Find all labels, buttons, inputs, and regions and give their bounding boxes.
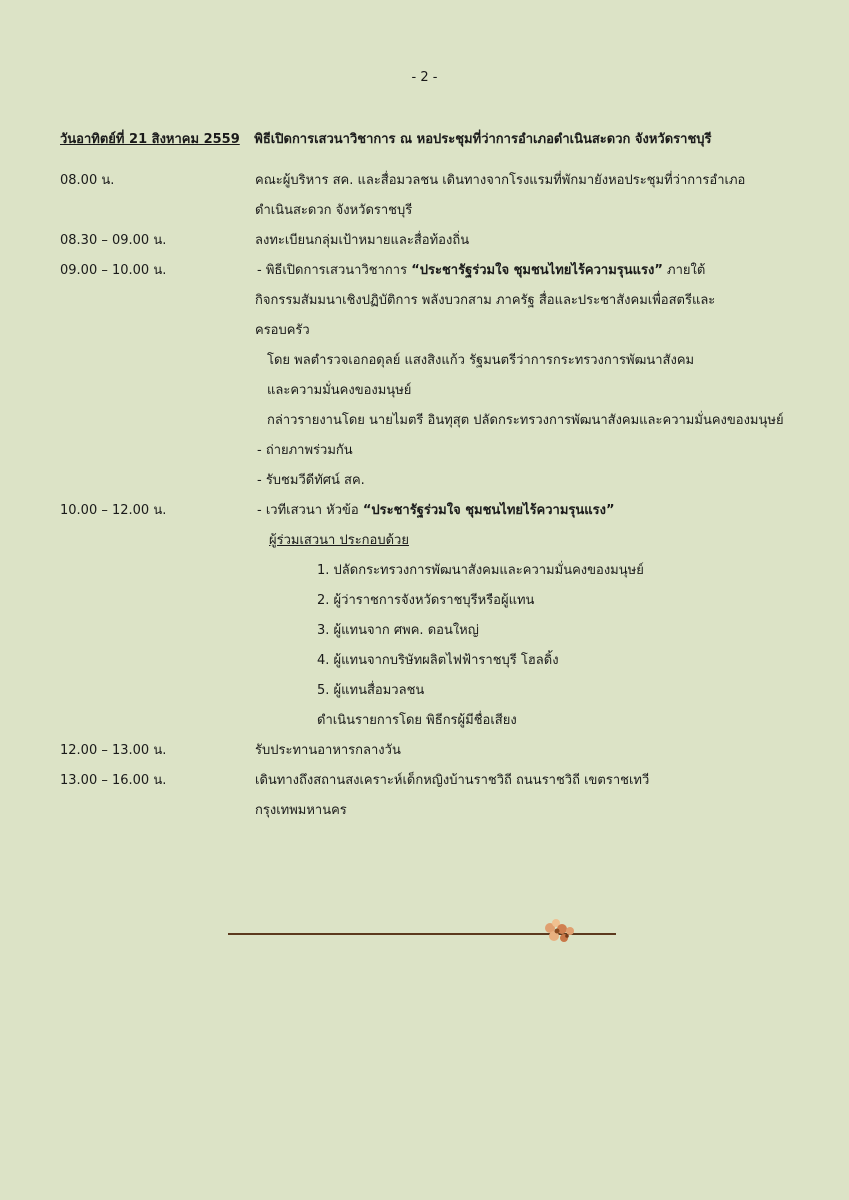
forum-text: - เวทีเสวนา หัวข้อ (257, 503, 363, 518)
entry-line: ลงทะเบียนกลุ่มเป้าหมายและสื่อท้องถิ่น (255, 233, 470, 248)
flower-divider-icon (228, 914, 618, 954)
page-number: - 2 - (411, 70, 438, 85)
entry-time: 12.00 – 13.00 น. (60, 743, 167, 758)
entry-description (255, 256, 810, 496)
moderator: ดำเนินรายการโดย พิธีกรผู้มีชื่อเสียง (317, 713, 517, 728)
forum-theme: “ประชารัฐร่วมใจ ชุมชนไทยไร้ความรุนแรง” (362, 503, 615, 518)
entry-time: 13.00 – 16.00 น. (60, 773, 167, 788)
panelist: 1. ปลัดกระทรวงการพัฒนาสังคมและความมั่นคงของมนุษย์ (317, 563, 644, 578)
entry-time: 10.00 – 12.00 น. (60, 503, 167, 518)
schedule-entry (60, 766, 810, 826)
panelist: 2. ผู้ว่าราชการจังหวัดราชบุรีหรือผู้แทน (317, 593, 535, 608)
footer-divider (228, 914, 618, 954)
opening-suffix: ภายใต้ (662, 263, 706, 278)
day-header (60, 128, 800, 149)
panelist: 5. ผู้แทนสื่อมวลชน (317, 683, 425, 698)
entry-description (255, 226, 810, 256)
entry-line: - ถ่ายภาพร่วมกัน (257, 443, 353, 458)
entry-time: 09.00 – 10.00 น. (60, 263, 167, 278)
header-date: วันอาทิตย์ที่ 21 สิงหาคม 2559 (60, 132, 240, 147)
entry-description (255, 766, 810, 826)
panelist: 4. ผู้แทนจากบริษัทผลิตไฟฟ้าราชบุรี โฮลดิ้ง (317, 653, 559, 668)
schedule-entry (60, 226, 810, 256)
schedule-entry (60, 166, 810, 226)
entry-description (255, 736, 810, 766)
entry-line: เดินทางถึงสถานสงเคราะห์เด็กหญิงบ้านราชวิถี ถนนราชวิถี เขตราชเทวี (255, 773, 650, 788)
entry-line: โดย พลตำรวจเอกอดุลย์ แสงสิงแก้ว รัฐมนตรีว่าการกระทรวงการพัฒนาสังคม (267, 353, 695, 368)
entry-line: รับประทานอาหารกลางวัน (255, 743, 401, 758)
entry-line (255, 256, 810, 286)
entry-line: คณะผู้บริหาร สค. และสื่อมวลชน เดินทางจากโรงแรมที่พักมายังหอประชุมที่ว่าการอำเภอ (255, 173, 746, 188)
schedule-entry (60, 256, 810, 496)
entry-time: 08.00 น. (60, 173, 115, 188)
event-theme: “ประชารัฐร่วมใจ ชุมชนไทยไร้ความรุนแรง” (411, 263, 663, 278)
schedule-entry (60, 496, 810, 736)
entry-line: กิจกรรมสัมมนาเชิงปฏิบัติการ พลังบวกสาม ภาครัฐ สื่อและประชาสังคมเพื่อสตรีและ (255, 293, 716, 308)
panelist: 3. ผู้แทนจาก ศพค. ดอนใหญ่ (317, 623, 479, 638)
schedule-entry (60, 736, 810, 766)
header-title: พิธีเปิดการเสวนาวิชาการ ณ หอประชุมที่ว่าการอำเภอดำเนินสะดวก จังหวัดราชบุรี (254, 132, 712, 147)
entry-line: ครอบครัว (255, 323, 310, 338)
entry-description (255, 166, 810, 226)
entry-line: ดำเนินสะดวก จังหวัดราชบุรี (255, 203, 413, 218)
opening-text: - พิธีเปิดการเสวนาวิชาการ (257, 263, 412, 278)
schedule (60, 166, 810, 826)
entry-line: กล่าวรายงานโดย นายไมตรี อินทุสุต ปลัดกระทรวงการพัฒนาสังคมและความมั่นคงของมนุษย์ (267, 413, 784, 428)
panel-heading (255, 526, 810, 556)
entry-description (255, 496, 810, 736)
entry-line: - รับชมวีดีทัศน์ สค. (257, 473, 365, 488)
entry-line: กรุงเทพมหานคร (255, 803, 347, 818)
panel-heading-text: ผู้ร่วมเสวนา ประกอบด้วย (269, 533, 409, 548)
entry-time: 08.30 – 09.00 น. (60, 233, 167, 248)
entry-line (255, 496, 810, 526)
entry-line: และความมั่นคงของมนุษย์ (267, 383, 412, 398)
